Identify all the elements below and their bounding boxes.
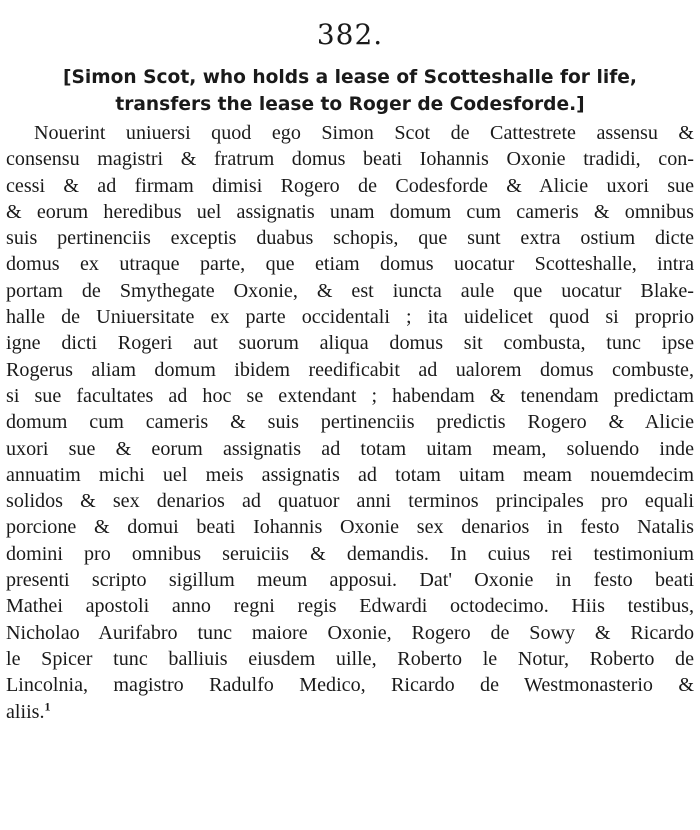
body-line: suis pertinenciis exceptis duabus schopis, que sunt extra ostium dicte [6, 227, 694, 250]
charter-number: 382. [316, 18, 384, 51]
body-line: portam de Smythegate Oxonie, & est iuncta aule que uocatur Blake- [6, 279, 694, 302]
body-line-text: aliis. [6, 700, 45, 723]
body-line: halle de Uniuersitate ex parte occidentali ; ita uidelicet quod si proprio [6, 306, 694, 329]
body-line: porcione & domui beati Iohannis Oxonie sex denarios in festo Natalis [6, 516, 694, 539]
body-line: domus ex utraque parte, que etiam domus uocatur Scotteshalle, intra [6, 253, 694, 276]
charter-body [6, 120, 694, 725]
body-line: presenti scripto sigillum meum apposui. Dat' Oxonie in festo beati [6, 569, 694, 592]
heading-line-2: transfers the lease to Roger de Codesforde.] [115, 94, 585, 115]
body-line: uxori sue & eorum assignatis ad totam uitam meam, soluendo inde [6, 437, 694, 460]
body-line: annuatim michi uel meis assignatis ad totam uitam meam nouemdecim [6, 463, 694, 486]
body-line: si sue facultates ad hoc se extendant ; habendam & tenendam predictam [6, 384, 694, 407]
body-last-line [6, 699, 694, 725]
body-line: le Spicer tunc balliuis eiusdem uille, Roberto le Notur, Roberto de [6, 647, 694, 670]
body-line: Nouerint uniuersi quod ego Simon Scot de Cattestrete assensu & [34, 122, 694, 144]
charter-heading [6, 64, 694, 118]
footnote-reference[interactable]: 1 [44, 698, 51, 713]
body-line: domini pro omnibus seruiciis & demandis. In cuius rei testimonium [6, 542, 694, 565]
body-line: & eorum heredibus uel assignatis unam domum cum cameris & omnibus [6, 200, 694, 223]
body-line: Lincolnia, magistro Radulfo Medico, Ricardo de Westmonasterio & [6, 674, 694, 697]
heading-line-1: [Simon Scot, who holds a lease of Scotteshalle for life, [63, 67, 637, 88]
body-line: consensu magistri & fratrum domus beati Iohannis Oxonie tradidi, con- [6, 148, 694, 171]
body-line: Rogerus aliam domum ibidem reedificabit ad ualorem domus combuste, [6, 358, 694, 381]
body-line: Nicholao Aurifabro tunc maiore Oxonie, Rogero de Sowy & Ricardo [6, 621, 694, 644]
body-line: domum cum cameris & suis pertinenciis predictis Rogero & Alicie [6, 411, 694, 434]
body-line: cessi & ad firmam dimisi Rogero de Codesforde & Alicie uxori sue [6, 174, 694, 197]
body-line: Mathei apostoli anno regni regis Edwardi octodecimo. Hiis testibus, [6, 595, 694, 618]
body-line: solidos & sex denarios ad quatuor anni terminos principales pro equali [6, 490, 694, 513]
body-line: igne dicti Rogeri aut suorum aliqua domus sit combusta, tunc ipse [6, 332, 694, 355]
